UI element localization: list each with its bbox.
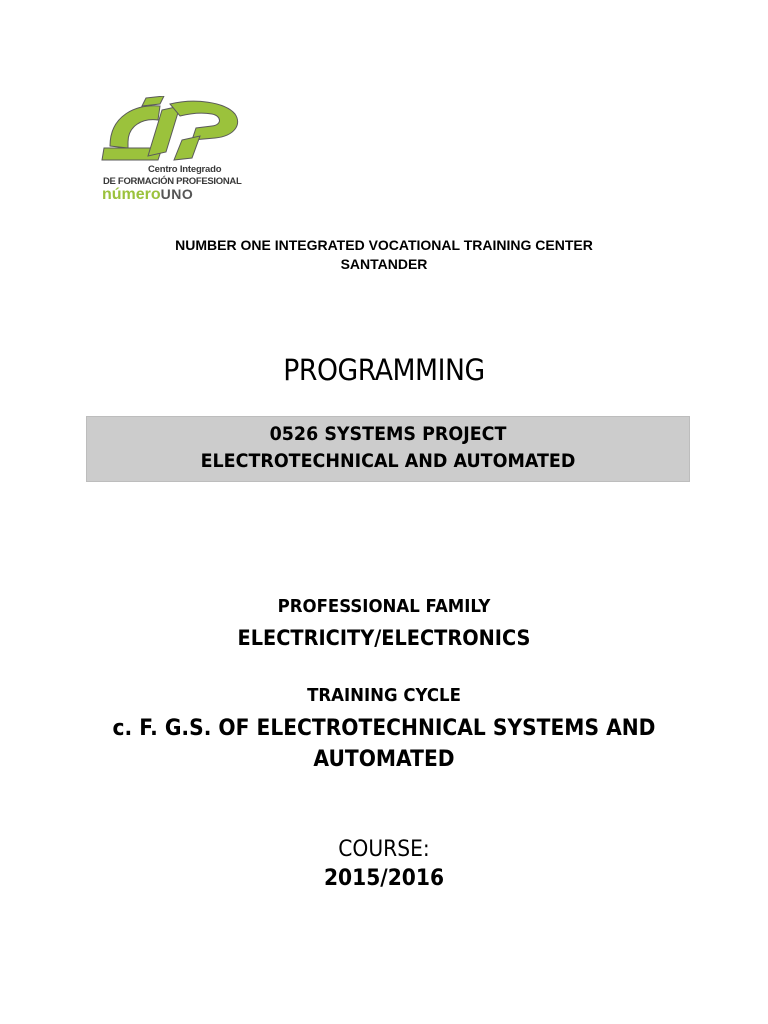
school-logo bbox=[100, 96, 250, 208]
institution-name: NUMBER ONE INTEGRATED VOCATIONAL TRAINING CENTER bbox=[175, 237, 593, 253]
logo-numero: número bbox=[102, 186, 161, 203]
course-value: 2015/2016 bbox=[323, 866, 445, 891]
logo-line-formacion-profesional: DE FORMACIÓN PROFESIONAL bbox=[103, 176, 242, 187]
training-cycle-value-line-2: AUTOMATED bbox=[313, 747, 455, 772]
institution-city: SANTANDER bbox=[340, 256, 428, 272]
training-cycle-value-line-1: c. F. G.S. OF ELECTROTECHNICAL SYSTEMS AND bbox=[112, 716, 656, 741]
logo-line-numero-uno bbox=[102, 186, 252, 204]
logo-line-centro-integrado: Centro Integrado bbox=[148, 164, 222, 175]
professional-family-label: PROFESSIONAL FAMILY bbox=[277, 596, 491, 617]
course-label: COURSE: bbox=[338, 837, 430, 862]
training-cycle-label: TRAINING CYCLE bbox=[307, 685, 461, 706]
logo-uno: UNO bbox=[160, 186, 194, 202]
subject-box bbox=[86, 416, 690, 482]
subject-line-2: ELECTROTECHNICAL AND AUTOMATED bbox=[200, 450, 576, 472]
cifp-logo-icon bbox=[100, 96, 250, 166]
professional-family-value: ELECTRICITY/ELECTRONICS bbox=[237, 626, 531, 650]
subject-line-1: 0526 SYSTEMS PROJECT bbox=[269, 423, 507, 445]
document-title: PROGRAMMING bbox=[283, 353, 485, 387]
